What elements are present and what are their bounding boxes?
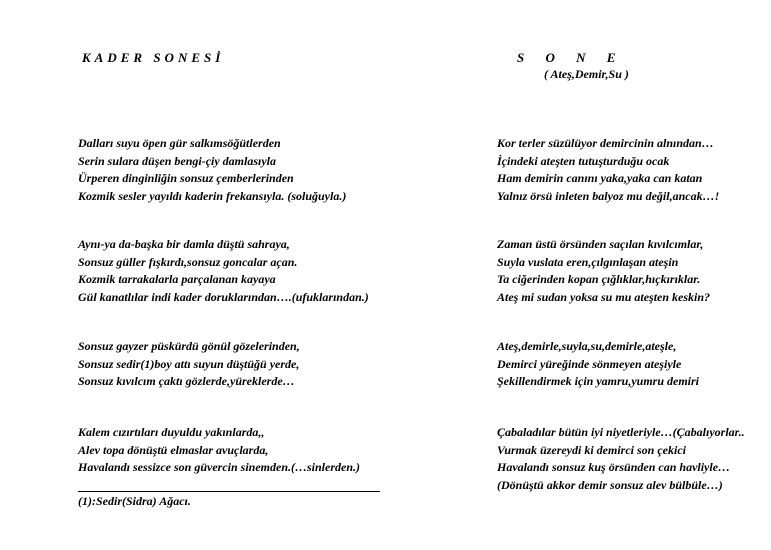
left-stanza-3	[78, 338, 300, 391]
verse-line: İçindeki ateşten tutuşturduğu ocak	[497, 153, 670, 168]
verse-line: Demirci yüreğinde sönmeyen ateşiyle	[497, 356, 682, 371]
verse-line: Sonsuz güller fışkırdı,sonsuz goncalar açan.	[78, 254, 298, 269]
verse-line: Vurmak üzereydi ki demirci son çekici	[497, 442, 686, 457]
verse-line: Serin sulara düşen bengi-çiy damlasıyla	[78, 153, 277, 168]
verse-line: Zaman üstü örsünden saçılan kıvılcımlar,	[497, 237, 704, 251]
right-poem-subtitle: ( Ateş,Demir,Su )	[544, 67, 629, 81]
right-stanza-1	[497, 135, 719, 205]
verse-line: Çabaladılar bütün iyi niyetleriyle…(Çabalıyorlar..	[497, 425, 745, 439]
verse-line: Sonsuz sedir(1)boy attı suyun düştüğü yerde,	[78, 356, 300, 371]
verse-line: Kozmik sesler yayıldı kaderin frekansıyla. (soluğuyla.)	[78, 188, 347, 203]
verse-line: Ürperen dinginliğin sonsuz çemberlerinden	[78, 171, 294, 185]
verse-line: Ta ciğerinden kopan çığlıklar,hıçkırıklar.	[497, 272, 701, 286]
left-stanza-4	[78, 424, 360, 477]
right-stanza-2	[497, 236, 710, 306]
footnote-divider	[78, 491, 380, 492]
verse-line: Kozmik tarrakalarla parçalanan kayaya	[78, 272, 276, 286]
verse-line: (Dönüştü akkor demir sonsuz alev bülbüle…)	[497, 477, 723, 492]
verse-line: Havalandı sessizce son güvercin sinemden.(…sinlerden.)	[78, 460, 361, 474]
verse-line: Aynı-ya da-başka bir damla düştü sahraya,	[78, 237, 290, 251]
footnote: (1):Sedir(Sidra) Ağacı.	[78, 494, 191, 508]
verse-line: Kalem cızırtıları duyuldu yakınlarda,,	[78, 425, 265, 439]
left-poem-title: KADER SONESİ	[82, 50, 225, 65]
verse-line: Sonsuz gayzer püskürdü gönül gözelerinden,	[78, 339, 300, 353]
verse-line: Alev topa dönüştü elmaslar avuçlarda,	[78, 442, 269, 457]
verse-line: Kor terler süzülüyor demircinin alnından…	[497, 136, 714, 150]
verse-line: Şekillendirmek için yamru,yumru demiri	[497, 374, 700, 388]
left-stanza-2	[78, 236, 369, 306]
verse-line: Ham demirin canını yaka,yaka can katan	[497, 171, 703, 185]
left-stanza-1	[78, 135, 346, 205]
right-stanza-4	[497, 424, 745, 494]
verse-line: Yalnız örsü inleten balyoz mu değil,ancak…!	[497, 188, 720, 203]
verse-line: Gül kanatlılar indi kader doruklarından….(ufuklarından.)	[78, 289, 369, 304]
verse-line: Suyla vuslata eren,çılgınlaşan ateşin	[497, 254, 679, 269]
verse-line: Havalandı sonsuz kuş örsünden can havliyle…	[497, 460, 731, 474]
verse-line: Sonsuz kıvılcım çaktı gözlerde,yüreklerde…	[78, 374, 295, 388]
verse-line: Ateş,demirle,suyla,su,demirle,ateşle,	[497, 339, 677, 353]
verse-line: Ateş mi sudan yoksa su mu ateşten keskin?	[497, 289, 711, 304]
right-poem-title: S O N E	[517, 50, 625, 65]
right-stanza-3	[497, 338, 699, 391]
verse-line: Dalları suyu öpen gür salkımsöğütlerden	[78, 136, 281, 150]
